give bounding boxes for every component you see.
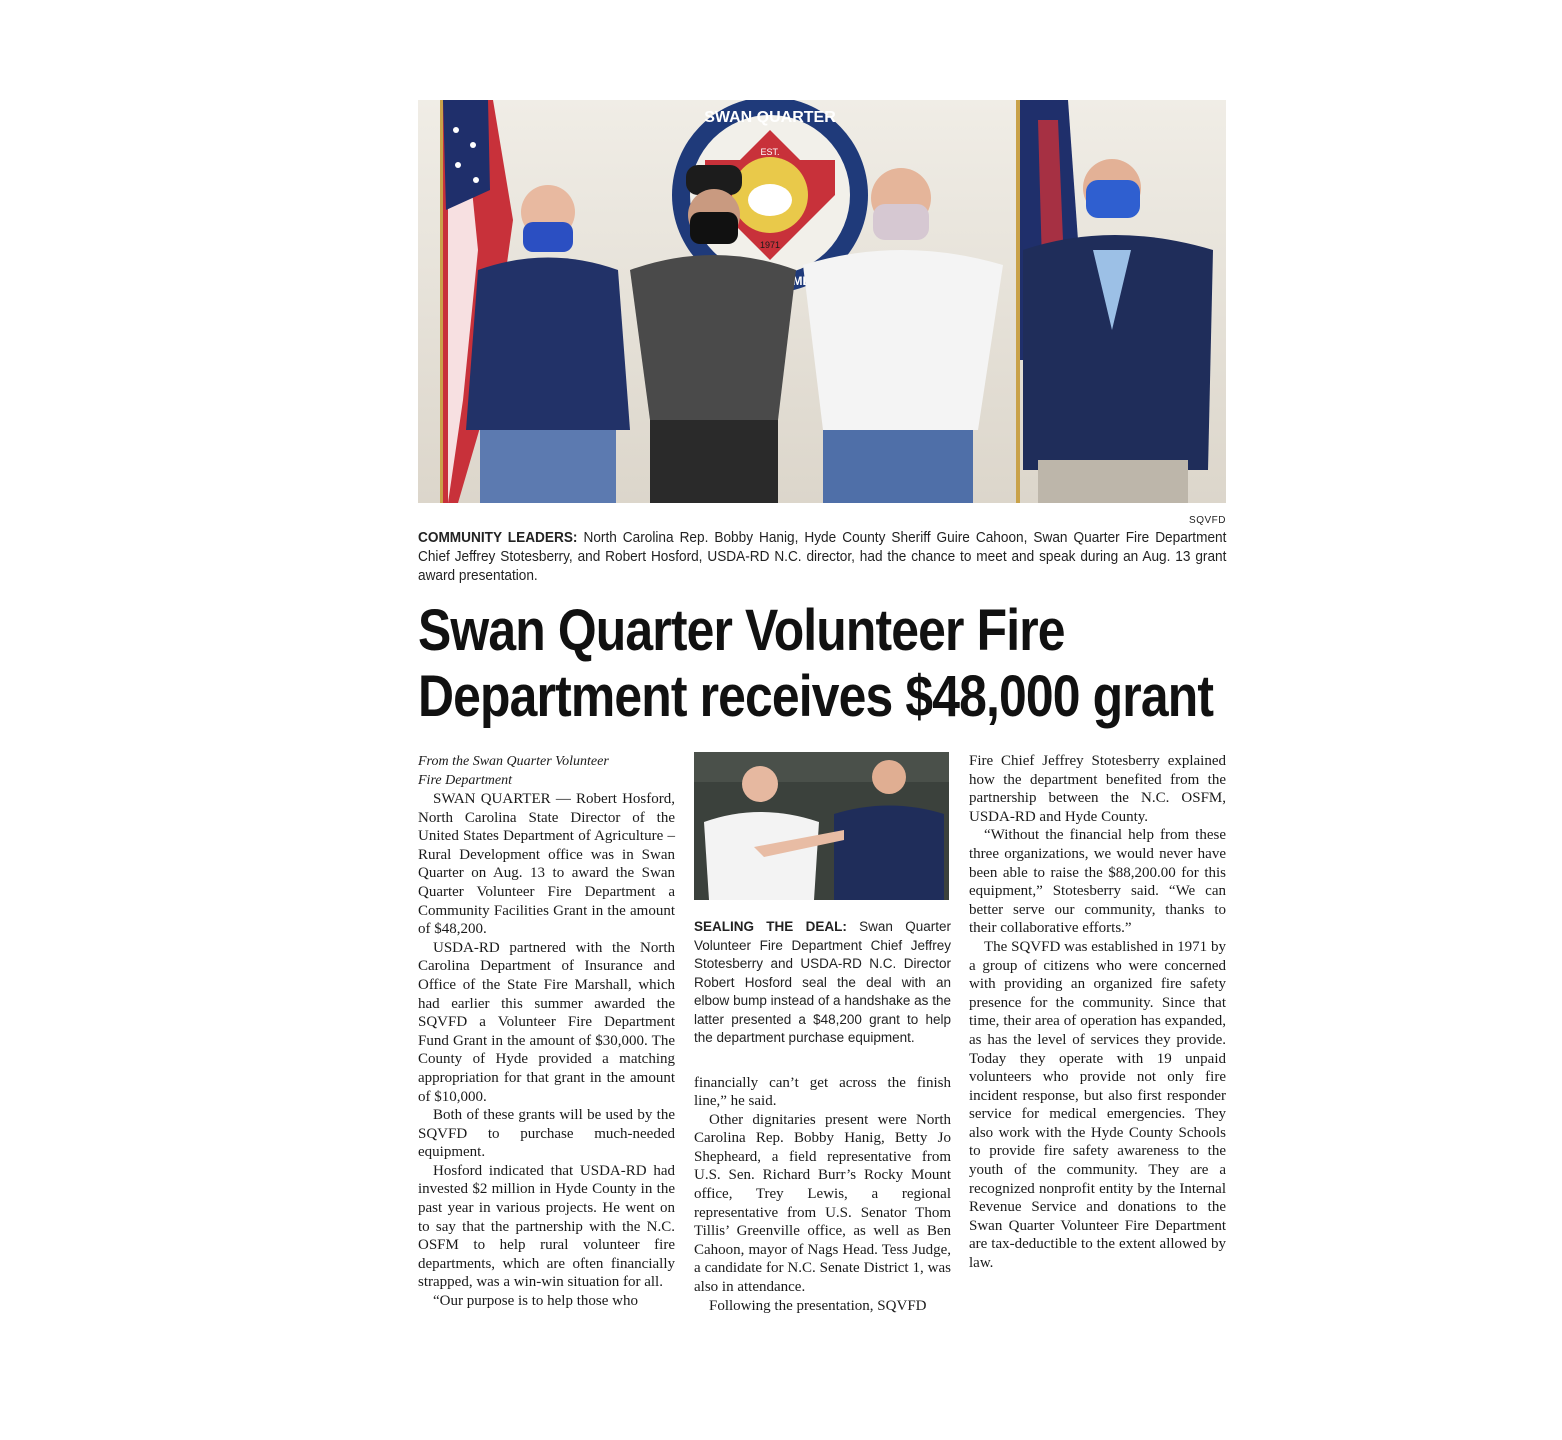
paragraph: Following the presentation, SQVFD <box>709 1297 927 1314</box>
byline-line-1: From the Swan Quarter Volunteer <box>418 754 609 769</box>
headline <box>418 598 1226 730</box>
caption-small-lead: SEALING THE DEAL: <box>694 919 847 934</box>
seal-year-text: 1971 <box>759 240 781 250</box>
caption-lead: COMMUNITY LEADERS: <box>418 530 578 546</box>
paragraph: Hosford indicated that USDA-RD had invested $2 million in Hyde County in the past year in various projects. He went on to say that the partnership with the N.C. OSFM to help rural volunteer fire departments, which are often financially strapped, was a win-win situation for all. <box>418 1162 675 1291</box>
seal-top-text: SWAN QUARTER <box>704 109 836 126</box>
column-3 <box>969 752 1226 1273</box>
column-1 <box>418 752 675 1311</box>
headline-line-2: Department receives $48,000 grant <box>418 664 1214 729</box>
paragraph: SWAN QUARTER — Robert Hosford, North Carolina State Director of the United States Department of Agriculture – Rural Development office was in Swan Quarter on Aug. 13 to award the Swan Quarter Volunteer Fire Department a Community Facilities Grant in the amount of $48,200. <box>418 791 675 938</box>
byline <box>418 752 675 790</box>
paragraph: “Our purpose is to help those who <box>433 1293 638 1310</box>
paragraph: “Without the financial help from these three organizations, we would never have been able to raise the $88,200.00 for this equipment,” Stotesberry said. “We can better serve our community, thanks to their collaborative efforts.” <box>969 827 1226 937</box>
paragraph: Other dignitaries present were North Carolina Rep. Bobby Hanig, Betty Jo Shepheard, a field representative from U.S. Sen. Richard Burr’s Rocky Mount office, Trey Lewis, a regional representative from U.S. Senator Thom Tillis’ Greenville office, as well as Ben Cahoon, mayor of Nags Head. Tess Judge, a candidate for N.C. Senate District 1, was also in attendance. <box>694 1111 951 1296</box>
photo-credit: SQVFD <box>1189 515 1226 526</box>
paragraph: USDA-RD partnered with the North Carolina Department of Insurance and Office of the State Fire Marshall, which had earlier this summer awarded the SQVFD a Volunteer Fire Department Fund Grant in the amount of $30,000. The County of Hyde provided a matching appropriation for that grant in the amount of $10,000. <box>418 939 675 1105</box>
headline-line-1: Swan Quarter Volunteer Fire <box>418 598 1065 663</box>
byline-line-2: Fire Department <box>418 773 512 788</box>
photo-caption <box>418 529 1226 586</box>
caption-text: North Carolina Rep. Bobby Hanig, Hyde County Sheriff Guire Cahoon, Swan Quarter Fire Department Chief Jeffrey Stotesberry, and Robert Hosford, USDA-RD N.C. director, had the chance to meet and speak during an Aug. 13 grant award presentation. <box>418 530 1227 584</box>
seal-est-text: EST. <box>760 147 780 157</box>
group-photo <box>418 100 1226 503</box>
caption-small-text: Swan Quarter Volunteer Fire Department Chief Jeffrey Stotesberry and USDA-RD N.C. Director Robert Hosford seal the deal with an elbow bump instead of a handshake as the latter presented a $48,200 grant to help the department purchase equipment. <box>694 919 951 1045</box>
paragraph: Fire Chief Jeffrey Stotesberry explained how the department benefited from the partnership between the N.C. OSFM, USDA-RD and Hyde County. <box>969 753 1226 825</box>
paragraph: The SQVFD was established in 1971 by a group of citizens who were concerned with providing an organized fire safety presence for the community. Since that time, their area of operation has expanded, as has the level of services they provide. Today they operate with 19 unpaid volunteers who provide not only fire incident response, but also first responder service for medical emergencies. They also work with the Hyde County Schools to provide fire safety awareness to the youth of the community. They are a recognized nonprofit entity by the Internal Revenue Service and donations to the Swan Quarter Volunteer Fire Department are tax-deductible to the extent allowed by law. <box>969 938 1226 1272</box>
column-2-text <box>694 1074 951 1316</box>
column-2 <box>694 752 951 1315</box>
elbow-bump-photo <box>694 752 949 900</box>
article <box>418 100 1227 1314</box>
paragraph: financially can’t get across the finish line,” he said. <box>694 1074 951 1110</box>
paragraph: Both of these grants will be used by the SQVFD to purchase much-needed equipment. <box>418 1107 675 1161</box>
article-body <box>418 752 1226 1352</box>
photo-caption-small <box>694 918 951 1048</box>
